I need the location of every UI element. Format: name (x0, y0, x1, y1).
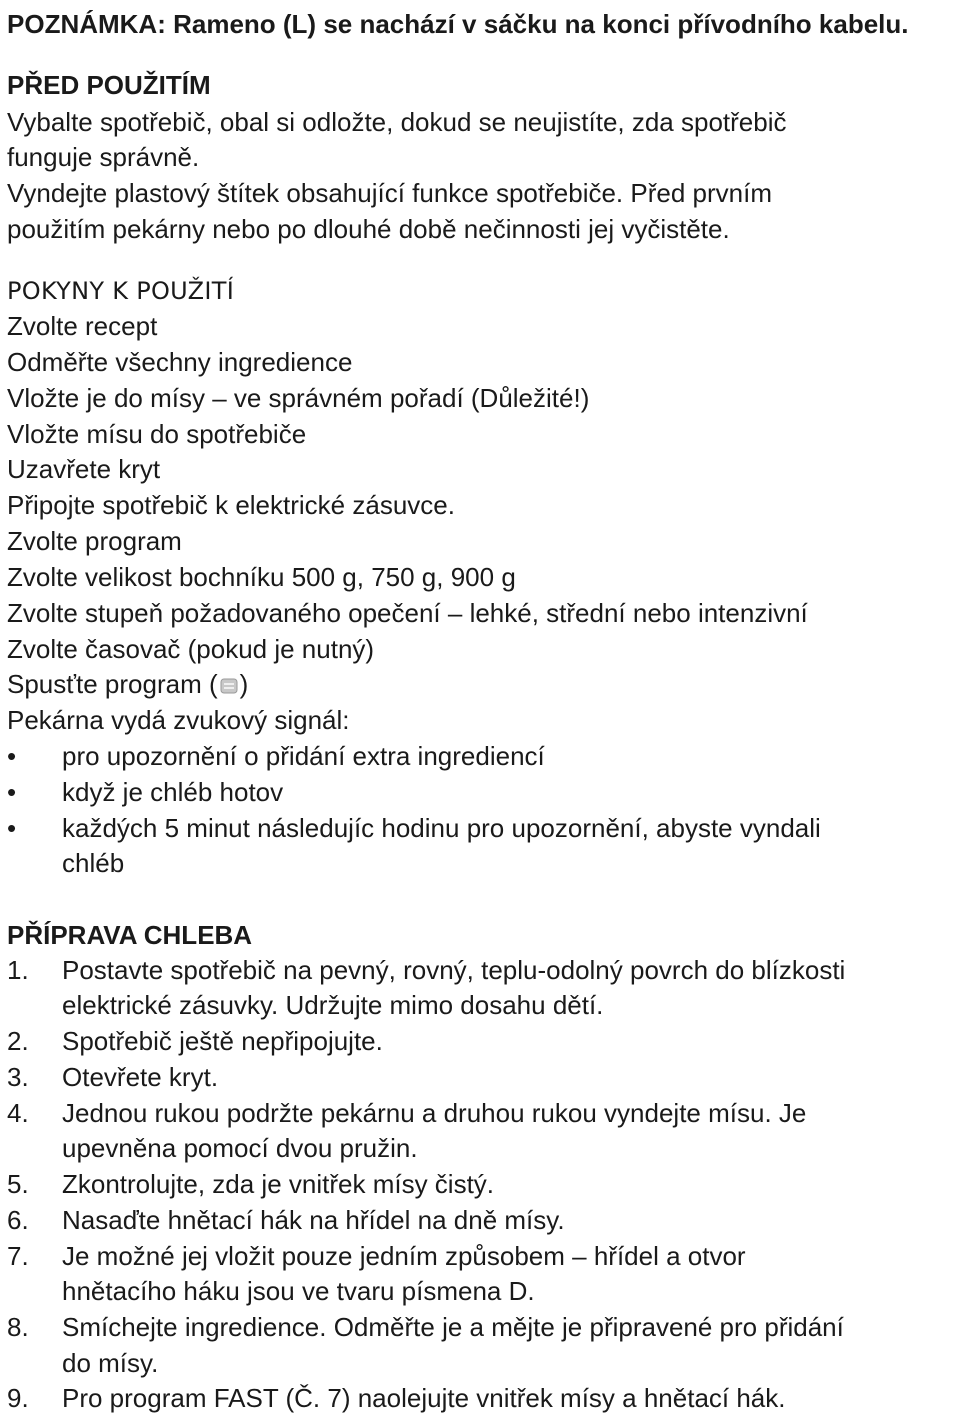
step-text: Spotřebič ještě nepřipojujte. (62, 1026, 383, 1056)
instruction-line: Zvolte stupeň požadovaného opečení – lehké, střední nebo intenzivní (7, 598, 808, 628)
step-number: 1. (7, 955, 29, 985)
instruction-line: Zvolte recept (7, 311, 158, 341)
step-text: Otevřete kryt. (62, 1062, 219, 1092)
before-use-line: funguje správně. (7, 142, 200, 172)
before-use-line: Vyndejte plastový štítek obsahující funkce spotřebiče. Před prvním (7, 178, 772, 208)
bullet-marker: • (7, 777, 17, 807)
step-text: Zkontrolujte, zda je vnitřek mísy čistý. (62, 1169, 495, 1199)
section-heading-instructions: POKYNY K POUŽITÍ (7, 277, 235, 305)
instruction-line: Vložte mísu do spotřebiče (7, 419, 307, 449)
step-text: elektrické zásuvky. Udržujte mimo dosahu dětí. (62, 990, 604, 1020)
start-program-prefix: Spusťte program ( (7, 669, 218, 699)
step-text: hnětacího háku jsou ve tvaru písmena D. (62, 1276, 535, 1306)
step-text: upevněna pomocí dvou pružin. (62, 1133, 418, 1163)
instruction-line: Připojte spotřebič k elektrické zásuvce. (7, 490, 455, 520)
instruction-line: Zvolte velikost bochníku 500 g, 750 g, 900 g (7, 562, 516, 592)
step-text: Jednou rukou podržte pekárnu a druhou rukou vyndejte mísu. Je (62, 1098, 807, 1128)
bullet-item: každých 5 minut následujíc hodinu pro upozornění, abyste vyndali (62, 813, 821, 843)
bullet-item: pro upozornění o přidání extra ingrediencí (62, 741, 545, 771)
section-heading-bread-prep: PŘÍPRAVA CHLEBA (7, 920, 253, 950)
step-text: Postavte spotřebič na pevný, rovný, teplu-odolný povrch do blízkosti (62, 955, 846, 985)
step-number: 9. (7, 1383, 29, 1413)
bullet-item: když je chléb hotov (62, 777, 284, 807)
instruction-line: Zvolte program (7, 526, 182, 556)
instruction-line: Odměřte všechny ingredience (7, 347, 353, 377)
step-number: 5. (7, 1169, 29, 1199)
start-button-icon (220, 670, 238, 686)
step-text: Pro program FAST (Č. 7) naolejujte vnitřek mísy a hnětací hák. (62, 1383, 786, 1413)
step-number: 4. (7, 1098, 29, 1128)
instruction-line: Uzavřete kryt (7, 454, 161, 484)
bullet-marker: • (7, 813, 17, 843)
beep-intro: Pekárna vydá zvukový signál: (7, 705, 350, 735)
start-program-line (7, 669, 248, 699)
step-number: 7. (7, 1241, 29, 1271)
step-text: Smíchejte ingredience. Odměřte je a mějte je připravené pro přidání (62, 1312, 844, 1342)
section-heading-before-use: PŘED POUŽITÍM (7, 70, 211, 100)
step-text: Je možné jej vložit pouze jedním způsobem – hřídel a otvor (62, 1241, 746, 1271)
bullet-marker: • (7, 741, 17, 771)
bullet-item-continuation: chléb (62, 848, 125, 878)
step-number: 8. (7, 1312, 29, 1342)
start-program-suffix: ) (239, 669, 249, 699)
step-number: 2. (7, 1026, 29, 1056)
step-text: Nasaďte hnětací hák na hřídel na dně mísy. (62, 1205, 565, 1235)
step-number: 3. (7, 1062, 29, 1092)
before-use-line: použitím pekárny nebo po dlouhé době nečinnosti jej vyčistěte. (7, 214, 730, 244)
step-text: do mísy. (62, 1348, 159, 1378)
before-use-line: Vybalte spotřebič, obal si odložte, dokud se neujistíte, zda spotřebič (7, 107, 787, 137)
instruction-line: Zvolte časovač (pokud je nutný) (7, 634, 375, 664)
instruction-line: Vložte je do mísy – ve správném pořadí (Důležité!) (7, 383, 590, 413)
step-number: 6. (7, 1205, 29, 1235)
note-text: POZNÁMKA: Rameno (L) se nachází v sáčku na konci přívodního kabelu. (7, 9, 909, 39)
